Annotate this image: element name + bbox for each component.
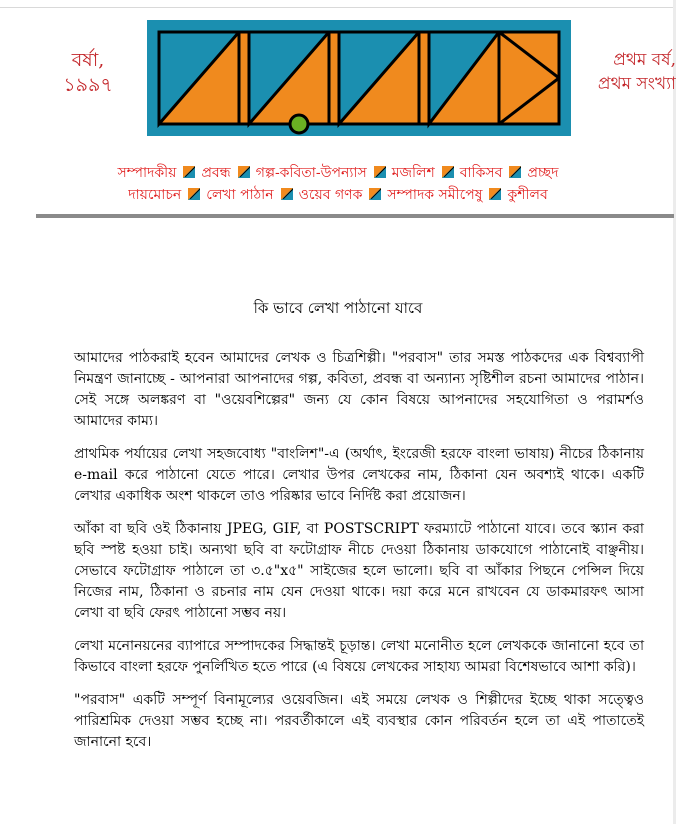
flag-bullet-icon — [281, 188, 293, 200]
flag-bullet-icon — [489, 188, 501, 200]
header-rule — [36, 214, 674, 218]
paragraph: আঁকা বা ছবি ওই ঠিকানায় JPEG, GIF, বা POSTSCRIPT ফরম্যাটে পাঠানো যাবে। তবে স্ক্যান করা ছবি স্পষ্ট হওয়া চাই। অন্যথা ছবি বা ফটোগ্রাফ নীচে দেওয়া ঠিকানায় ডাকযোগে পাঠানোই বাঞ্ছনীয়। সেভাবে ফটোগ্রাফ পাঠালে তা ৩.৫"x৫" সাইজের হলে ভালো। ছবি বা আঁকার পিছনে পেন্সিল দিয়ে নিজের নাম, ঠিকানা ও রচনার নাম যেন দেওয়া থাকে। দয়া করে মনে রাখবেন যে ডাকমারফৎ আসা লেখা বা ছবি ফেরৎ পাঠানো সম্ভব নয়। — [74, 521, 644, 621]
paragraph: আমাদের পাঠকরাই হবেন আমাদের লেখক ও চিত্রশিল্পী। "পরবাস" তার সমস্ত পাঠকদের এক বিশ্বব্যাপী নিমন্ত্রণ জানাচ্ছে - আপনারা আপনাদের গল্প, কবিতা, প্রবন্ধ বা অন্যান্য সৃষ্টিশীল রচনা আমাদের পাঠান। সেই সঙ্গে অলঙ্করণ বা "ওয়েবশিল্পের" জন্য যে কোন বিষয়ে আপনাদের সহযোগিতা ও পরামর্শও আমাদের কাম্য। — [74, 350, 644, 429]
nav-cover[interactable]: প্রচ্ছদ — [527, 165, 559, 181]
paragraph: প্রাথমিক পর্যায়ের লেখা সহজবোধ্য "বাংলিশ"-এ (অর্থাৎ, ইংরেজী হরফে বাংলা ভাষায়) নীচের ঠিকানায় e-mail করে পাঠানো যেতে পারে। লেখার উপর লেখকের নাম, ঠিকানা যেন অবশ্যই থাকে। একটি লেখার একাধিক অংশ থাকলে তাও পরিষ্কার ভাবে নির্দিষ্ট করা প্রয়োজন। — [74, 446, 644, 504]
issue-number-line1: প্রথম বর্ষ, — [613, 50, 676, 70]
flag-bullet-icon — [509, 166, 521, 178]
issue-number-line2: প্রথম সংখ্যা — [597, 74, 676, 94]
nav-editorial[interactable]: সম্পাদকীয় — [117, 165, 177, 181]
page-title: কি ভাবে লেখা পাঠানো যাবে — [253, 299, 423, 317]
issue-season-line1: বর্ষা, — [71, 49, 105, 71]
masthead — [0, 10, 676, 150]
nav-disclaimer[interactable]: দায়মোচন — [128, 187, 182, 203]
parabaas-logo[interactable] — [147, 20, 571, 136]
nav-fiction-poetry[interactable]: গল্প-কবিতা-উপন্যাস — [255, 165, 367, 181]
flag-bullet-icon — [188, 188, 200, 200]
nav-row-1 — [40, 162, 636, 184]
issue-season — [38, 48, 138, 98]
article-body — [74, 348, 644, 765]
nav-majlish[interactable]: মজলিশ — [391, 165, 435, 181]
nav-row-2 — [40, 184, 636, 206]
issue-number — [576, 48, 676, 96]
nav-credits[interactable]: কুশীলব — [507, 187, 548, 203]
green-dot-icon — [290, 115, 308, 133]
flag-bullet-icon — [183, 166, 195, 178]
nav-others[interactable]: বাকিসব — [459, 165, 503, 181]
nav-web-counter[interactable]: ওয়েব গণক — [298, 187, 363, 203]
flag-bullet-icon — [374, 166, 386, 178]
flag-bullet-icon — [442, 166, 454, 178]
paragraph: লেখা মনোনয়নের ব্যাপারে সম্পাদকের সিদ্ধান্তই চূড়ান্ত। লেখা মনোনীত হলে লেখককে জানানো হবে তা কিভাবে বাংলা হরফে পুনর্লিখিত হতে পারে (এ বিষয়ে লেখকের সাহায্য আমরা বিশেষভাবে আশা করি)। — [74, 638, 644, 675]
flag-bullet-icon — [238, 166, 250, 178]
issue-season-line2: ১৯৯৭ — [63, 74, 113, 96]
flag-bullet-icon — [369, 188, 381, 200]
section-nav — [40, 162, 636, 206]
nav-essays[interactable]: প্রবন্ধ — [201, 165, 231, 181]
paragraph: "পরবাস" একটি সম্পূর্ণ বিনামূল্যের ওয়েবজিন। এই সময়ে লেখক ও শিল্পীদের ইচ্ছে থাকা সত্ত্বেও পারিশ্রমিক দেওয়া সম্ভব হচ্ছে না। পরবর্তীকালে এই ব্যবস্থার কোন পরিবর্তন হলে তা এই পাতাতেই জানানো হবে। — [74, 692, 644, 750]
top-divider — [0, 7, 676, 8]
nav-letters-to-editor[interactable]: সম্পাদক সমীপেষু — [387, 187, 483, 203]
nav-submit-writing[interactable]: লেখা পাঠান — [206, 187, 274, 203]
